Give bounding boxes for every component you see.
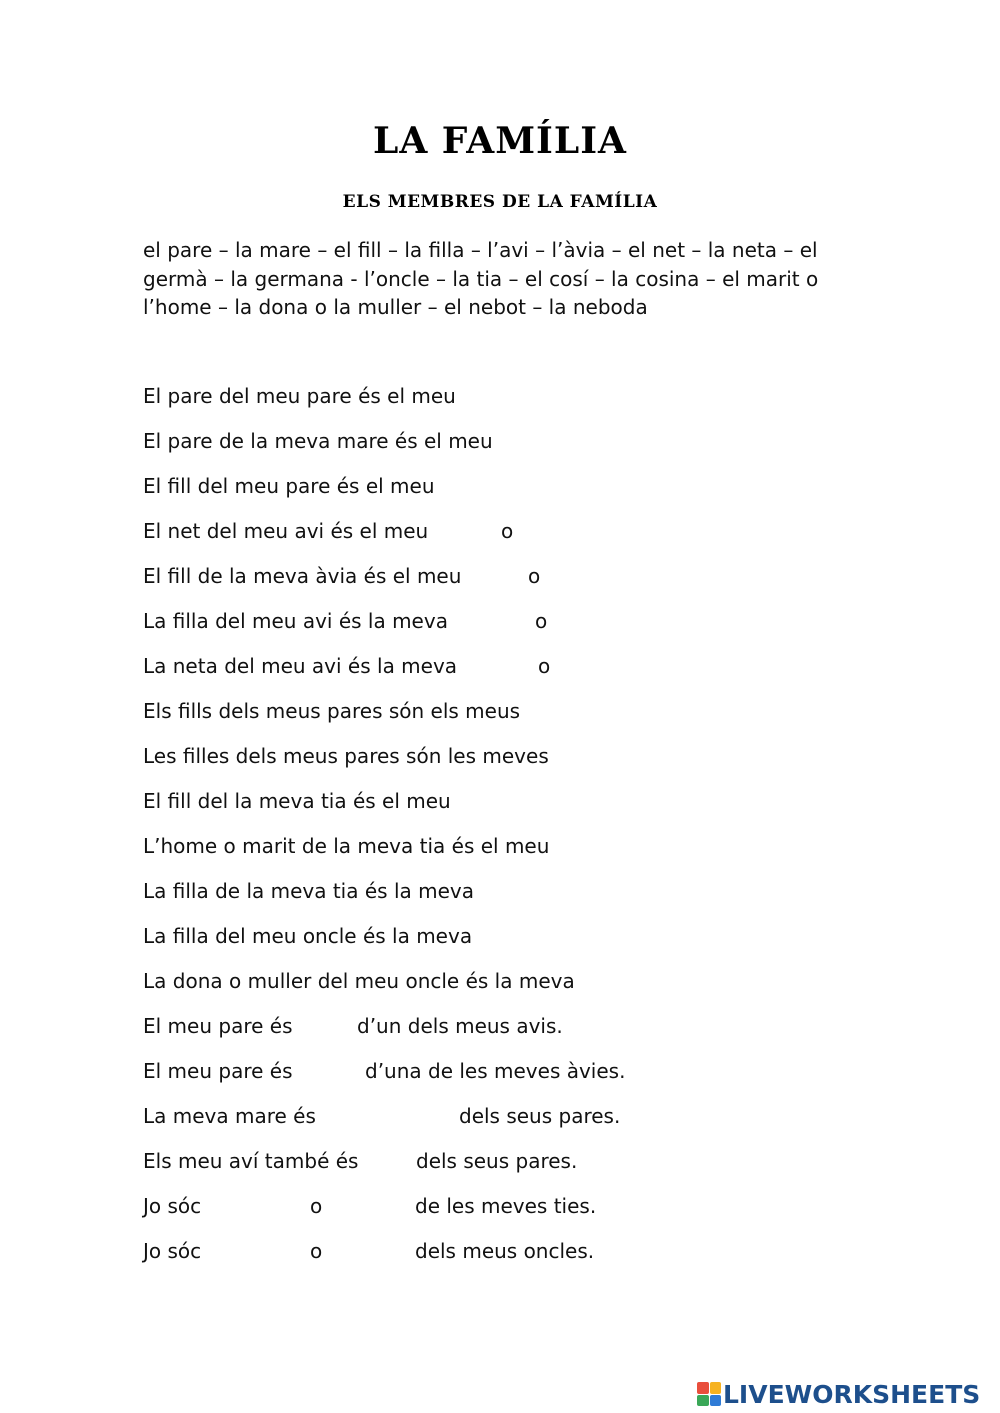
sentence-segment: de les meves ties. — [415, 1194, 597, 1218]
liveworksheets-logo — [697, 1380, 980, 1408]
sentence-line — [143, 1236, 863, 1266]
sentence-text: El meu pare és — [143, 1059, 293, 1083]
sentence-line — [143, 1101, 863, 1131]
sentence-text: El fill de la meva àvia és el meu — [143, 564, 462, 588]
sentence-segment: d’un dels meus avis. — [357, 1014, 563, 1038]
sentence-segment: o — [538, 654, 551, 678]
sentence-line — [143, 516, 863, 546]
sentence-segment: dels meus oncles. — [415, 1239, 595, 1263]
sentence-line — [143, 876, 863, 906]
sentence-line — [143, 1146, 863, 1176]
sentence-text: El fill del la meva tia és el meu — [143, 789, 451, 813]
logo-mark-square — [710, 1382, 722, 1394]
sentence-text: El pare del meu pare és el meu — [143, 384, 456, 408]
sentence-line — [143, 381, 863, 411]
sentence-line — [143, 786, 863, 816]
sentence-line — [143, 561, 863, 591]
sentence-text: La filla del meu oncle és la meva — [143, 924, 473, 948]
worksheet-subtitle: ELS MEMBRES DE LA FAMÍLIA — [342, 192, 658, 212]
sentence-text: El pare de la meva mare és el meu — [143, 429, 493, 453]
sentence-line — [143, 696, 863, 726]
sentence-text: La filla del meu avi és la meva — [143, 609, 448, 633]
logo-mark-square — [710, 1395, 722, 1407]
logo-text: LIVEWORKSHEETS — [723, 1379, 981, 1409]
sentence-line — [143, 426, 863, 456]
sentence-text: El net del meu avi és el meu — [143, 519, 429, 543]
sentence-text: La neta del meu avi és la meva — [143, 654, 458, 678]
sentence-text: Jo sóc — [143, 1194, 202, 1218]
logo-mark-square — [697, 1395, 709, 1407]
sentence-line — [143, 741, 863, 771]
vocabulary-list: el pare – la mare – el fill – la filla – l’avi – l’àvia – el net – la neta – el germà – la germana - l’oncle – la tia – el cosí – la cosina – el marit o l’home – la dona o la muller – el nebot – la neboda — [143, 238, 819, 319]
sentence-line — [143, 1191, 863, 1221]
sentence-text: La dona o muller del meu oncle és la meva — [143, 969, 575, 993]
sentence-segment: o — [501, 519, 514, 543]
sentence-segment: o — [310, 1239, 323, 1263]
sentence-text: La meva mare és — [143, 1104, 316, 1128]
sentence-segment: o — [535, 609, 548, 633]
sentence-text: Els fills dels meus pares són els meus — [143, 699, 521, 723]
sentence-segment: dels seus pares. — [416, 1149, 578, 1173]
logo-mark-square — [697, 1382, 709, 1394]
sentence-segment: dels seus pares. — [459, 1104, 621, 1128]
sentence-text: Les filles dels meus pares són les meves — [143, 744, 549, 768]
sentence-segment: d’una de les meves àvies. — [365, 1059, 626, 1083]
sentence-line — [143, 1011, 863, 1041]
sentence-line — [143, 831, 863, 861]
sentence-segment: o — [528, 564, 541, 588]
sentence-text: Jo sóc — [143, 1239, 202, 1263]
sentence-line — [143, 921, 863, 951]
sentence-line — [143, 1056, 863, 1086]
sentence-line — [143, 471, 863, 501]
sentence-line — [143, 966, 863, 996]
sentence-text: Els meu aví també és — [143, 1149, 359, 1173]
logo-mark-icon — [697, 1382, 721, 1406]
sentence-line — [143, 606, 863, 636]
sentence-text: El meu pare és — [143, 1014, 293, 1038]
sentence-text: El fill del meu pare és el meu — [143, 474, 435, 498]
sentence-text: L’home o marit de la meva tia és el meu — [143, 834, 550, 858]
sentence-text: La filla de la meva tia és la meva — [143, 879, 474, 903]
sentence-segment: o — [310, 1194, 323, 1218]
sentence-line — [143, 651, 863, 681]
worksheet-title: LA FAMÍLIA — [373, 120, 627, 162]
